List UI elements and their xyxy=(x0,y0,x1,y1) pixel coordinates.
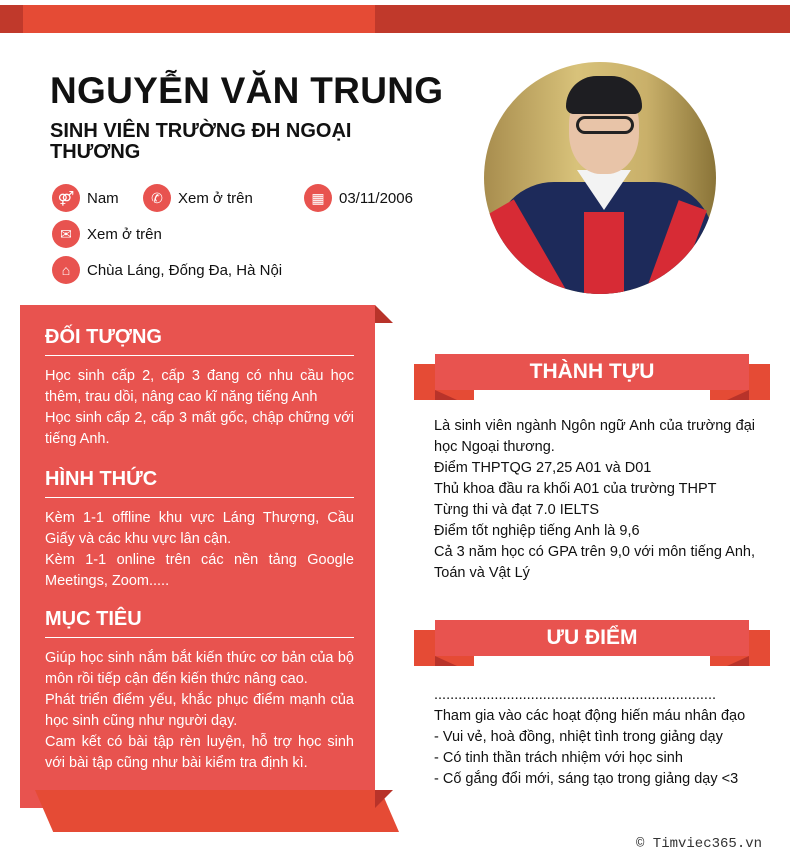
section-line: Kèm 1-1 offline khu vực Láng Thượng, Cầu Giấy và các khu vực lân cận. xyxy=(45,510,354,547)
watermark-footer: © Timviec365.vn xyxy=(636,836,763,852)
banner-thanh-tuu xyxy=(414,354,770,400)
section-line: Giúp học sinh nắm bắt kiến thức cơ bản của bộ môn rồi tiếp cận đến kiến thức nâng cao. xyxy=(45,650,354,687)
section-title: ƯU ĐIỂM xyxy=(435,620,749,656)
section-line: Học sinh cấp 2, cấp 3 mất gốc, chập chững với tiếng Anh. xyxy=(45,410,354,447)
section-line: Tham gia vào các hoạt động hiến máu nhân đạo xyxy=(434,708,746,724)
phone-value: Xem ở trên xyxy=(178,189,253,207)
gender-value: Nam xyxy=(87,189,119,207)
top-bar-accent xyxy=(23,5,375,33)
section-line: - Cố gắng đổi mới, sáng tạo trong giảng dạy <3 xyxy=(434,771,739,787)
section-title: THÀNH TỰU xyxy=(435,354,749,390)
section-title: MỤC TIÊU xyxy=(45,608,354,638)
birthday-value: 03/11/2006 xyxy=(339,189,413,207)
section-thanh-tuu xyxy=(434,416,755,584)
info-email xyxy=(52,220,162,248)
section-title: ĐỐI TƯỢNG xyxy=(45,326,354,356)
section-line: Là sinh viên ngành Ngôn ngữ Anh của trường đại học Ngoại thương. xyxy=(434,418,755,455)
section-line: Cả 3 năm học có GPA trên 9,0 với môn tiếng Anh, Toán và Vật Lý xyxy=(434,544,755,581)
info-birthday xyxy=(304,184,413,212)
info-address xyxy=(52,256,282,284)
section-line: Kèm 1-1 online trên các nền tảng Google Meetings, Zoom..... xyxy=(45,552,354,589)
section-doi-tuong xyxy=(45,326,354,450)
section-line: Điểm tốt nghiệp tiếng Anh là 9,6 xyxy=(434,523,640,539)
dotted-line: ...................................................................... xyxy=(434,687,716,703)
section-line: - Vui vẻ, hoà đồng, nhiệt tình trong giảng dạy xyxy=(434,729,723,745)
mail-icon: ✉ xyxy=(52,220,80,248)
address-value: Chùa Láng, Đống Đa, Hà Nội xyxy=(87,261,283,279)
info-phone xyxy=(143,184,253,212)
section-title: HÌNH THỨC xyxy=(45,468,354,498)
section-muc-tieu xyxy=(45,608,354,774)
top-bar xyxy=(0,5,790,33)
section-line: Học sinh cấp 2, cấp 3 đang có nhu cầu học thêm, trau dồi, nâng cao kĩ năng tiếng Anh xyxy=(45,368,354,405)
section-hinh-thuc xyxy=(45,468,354,592)
section-line: - Có tinh thần trách nhiệm với học sinh xyxy=(434,750,683,766)
gender-icon: ⚤ xyxy=(52,184,80,212)
candidate-name: NGUYỄN VĂN TRUNG xyxy=(50,70,444,111)
email-value: Xem ở trên xyxy=(87,225,162,243)
section-line: Cam kết có bài tập rèn luyện, hỗ trợ học sinh với bài tập cũng như bài kiểm tra định kì. xyxy=(45,734,354,771)
phone-icon: ✆ xyxy=(143,184,171,212)
candidate-role: SINH VIÊN TRƯỜNG ĐH NGOẠI THƯƠNG xyxy=(50,120,352,163)
section-line: Thủ khoa đầu ra khối A01 của trường THPT xyxy=(434,481,717,497)
info-gender xyxy=(52,184,119,212)
section-uu-diem xyxy=(434,685,755,790)
panel-ribbon-bottom xyxy=(35,790,399,832)
profile-photo xyxy=(484,62,716,294)
banner-uu-diem xyxy=(414,620,770,666)
home-icon: ⌂ xyxy=(52,256,80,284)
section-line: Điểm THPTQG 27,25 A01 và D01 xyxy=(434,460,652,476)
section-line: Từng thi và đạt 7.0 IELTS xyxy=(434,502,599,518)
calendar-icon: ▦ xyxy=(304,184,332,212)
section-line: Phát triển điểm yếu, khắc phục điểm mạnh của học sinh cũng như người dạy. xyxy=(45,692,354,729)
panel-fold-top xyxy=(375,305,393,323)
